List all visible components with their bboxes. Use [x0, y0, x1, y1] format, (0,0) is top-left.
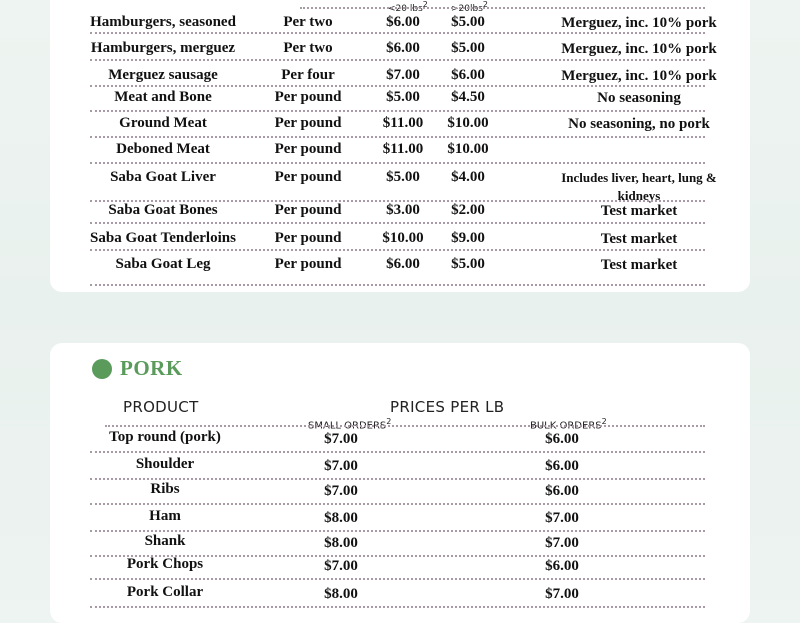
goat-row-unit: Per pound	[274, 89, 342, 105]
pork-row-product: Shank	[144, 533, 186, 549]
goat-row-small-price: $11.00	[382, 115, 424, 131]
goat-row-bulk-price: $10.00	[447, 115, 489, 131]
goat-row-small-price: $11.00	[382, 141, 424, 157]
goat-row-product: Saba Goat Leg	[115, 256, 211, 272]
goat-row-bulk-price: $4.50	[451, 89, 485, 105]
goat-row-note: Test market	[600, 203, 678, 219]
pork-row-product: Ham	[149, 508, 181, 524]
column-bulk-orders: BULK ORDERS$^2$	[530, 417, 607, 432]
goat-row-product: Saba Goat Bones	[108, 202, 218, 218]
goat-row-product: Saba Goat Liver	[110, 169, 216, 185]
pork-row-small-price: $7.00	[324, 483, 358, 499]
row-divider	[90, 162, 705, 164]
goat-row-unit: Per pound	[274, 202, 342, 218]
goat-row-small-price: $7.00	[386, 67, 420, 83]
pork-row-bulk-price: $6.00	[545, 458, 579, 474]
goat-row-small-price: $5.00	[386, 169, 420, 185]
pork-row-small-price: $8.00	[324, 586, 358, 602]
goat-row-small-price: $3.00	[386, 202, 420, 218]
pork-row-small-price: $8.00	[324, 535, 358, 551]
goat-row-small-price: $10.00	[382, 230, 424, 246]
goat-row-bulk-price: $5.00	[451, 14, 485, 30]
goat-row-small-price: $6.00	[386, 256, 420, 272]
goat-row-product: Merguez sausage	[108, 67, 218, 83]
pork-row-bulk-price: $7.00	[545, 510, 579, 526]
goat-row-unit: Per two	[283, 40, 333, 56]
small-order-header: <20 lbs$^2$	[388, 0, 428, 14]
column-prices-per-lb: PRICES PER LB	[390, 398, 505, 416]
goat-row-unit: Per pound	[274, 141, 342, 157]
pork-row-product: Pork Collar	[126, 584, 204, 600]
goat-row-note: No seasoning	[597, 90, 681, 106]
goat-row-unit: Per pound	[274, 230, 342, 246]
pork-price-card	[50, 343, 750, 623]
row-divider	[90, 110, 705, 112]
pork-row-small-price: $7.00	[324, 431, 358, 447]
goat-row-note: Merguez, inc. 10% pork	[561, 41, 717, 57]
pork-row-small-price: $7.00	[324, 458, 358, 474]
row-divider	[90, 32, 705, 34]
row-divider	[90, 136, 705, 138]
row-divider	[90, 85, 705, 87]
pork-row-product: Ribs	[150, 481, 180, 497]
row-divider	[90, 284, 705, 286]
goat-row-note: Merguez, inc. 10% pork	[561, 68, 717, 84]
header-divider	[300, 7, 705, 9]
goat-row-small-price: $5.00	[386, 89, 420, 105]
goat-row-note: Test market	[600, 257, 678, 273]
goat-row-small-price: $6.00	[386, 40, 420, 56]
goat-row-product: Hamburgers, seasoned	[90, 14, 236, 30]
pork-heading-text: PORK	[120, 356, 183, 380]
goat-row-product: Meat and Bone	[114, 89, 212, 105]
green-bullet-icon	[92, 359, 112, 379]
goat-row-bulk-price: $5.00	[451, 40, 485, 56]
goat-row-product: Saba Goat Tenderloins	[90, 230, 236, 246]
goat-row-unit: Per two	[283, 14, 333, 30]
goat-row-unit: Per four	[281, 67, 335, 83]
column-small-orders: SMALL ORDERS$^2$	[308, 417, 392, 432]
goat-price-card	[50, 0, 750, 292]
goat-row-bulk-price: $5.00	[451, 256, 485, 272]
goat-row-unit: Per pound	[274, 256, 342, 272]
pork-row-product: Shoulder	[135, 456, 195, 472]
row-divider	[90, 478, 705, 480]
column-product: PRODUCT	[123, 398, 199, 416]
row-divider	[90, 249, 705, 251]
pork-row-product: Top round (pork)	[109, 429, 221, 445]
goat-row-small-price: $6.00	[386, 14, 420, 30]
goat-row-product: Hamburgers, merguez	[90, 40, 236, 56]
goat-row-note: Merguez, inc. 10% pork	[561, 15, 717, 31]
pork-row-bulk-price: $6.00	[545, 431, 579, 447]
bulk-order-header: >20lbs$^2$	[451, 0, 488, 14]
goat-row-bulk-price: $9.00	[451, 230, 485, 246]
pork-row-small-price: $7.00	[324, 558, 358, 574]
row-divider	[90, 451, 705, 453]
goat-row-note: Includes liver, heart, lung & kidneys	[561, 170, 717, 203]
row-divider	[90, 606, 705, 608]
goat-row-bulk-price: $4.00	[451, 169, 485, 185]
row-divider	[90, 503, 705, 505]
header-divider	[105, 425, 705, 427]
goat-row-product: Ground Meat	[119, 115, 207, 131]
row-divider	[90, 222, 705, 224]
pork-row-product: Pork Chops	[126, 556, 204, 572]
pork-row-bulk-price: $6.00	[545, 558, 579, 574]
pork-row-small-price: $8.00	[324, 510, 358, 526]
goat-row-note: No seasoning, no pork	[568, 116, 710, 132]
goat-row-bulk-price: $2.00	[451, 202, 485, 218]
goat-row-product: Deboned Meat	[116, 141, 210, 157]
pork-heading	[92, 356, 183, 381]
goat-row-unit: Per pound	[274, 115, 342, 131]
pork-row-bulk-price: $7.00	[545, 535, 579, 551]
pork-row-bulk-price: $6.00	[545, 483, 579, 499]
goat-row-bulk-price: $6.00	[451, 67, 485, 83]
row-divider	[90, 578, 705, 580]
goat-row-unit: Per pound	[274, 169, 342, 185]
row-divider	[90, 59, 705, 61]
pork-row-bulk-price: $7.00	[545, 586, 579, 602]
goat-row-note: Test market	[600, 231, 678, 247]
goat-row-bulk-price: $10.00	[447, 141, 489, 157]
row-divider	[90, 530, 705, 532]
